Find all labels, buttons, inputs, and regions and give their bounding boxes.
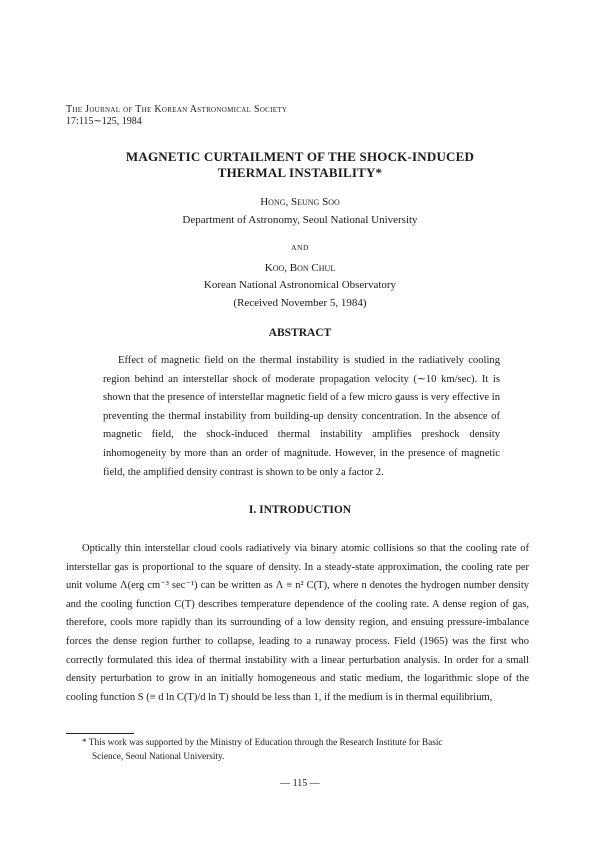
- journal-header: [66, 104, 287, 128]
- received-date: (Received November 5, 1984): [233, 297, 367, 309]
- footnote-line-1: * This work was supported by the Ministry of Education through the Research Institute for Basic: [82, 738, 443, 748]
- intro-heading: I. INTRODUCTION: [248, 504, 352, 516]
- author-2-name: Koo, Bon Chul: [264, 262, 336, 274]
- journal-name: The Journal of The Korean Astronomical Society: [66, 104, 288, 115]
- footnote-rule: [66, 733, 134, 734]
- and-separator: AND: [291, 243, 309, 252]
- abstract-heading: ABSTRACT: [268, 327, 332, 339]
- intro-text: Optically thin interstellar cloud cools radiatively via binary atomic collisions so that the cooling rate of interstellar gas is proportional to the square of density. In a steady-state approximation, the cooling rate per unit volume Λ(erg cm⁻³ sec⁻¹) can be written as Λ ≡ n² C(T), where n denotes the hydrogen number density and the cooling function C(T) describes temperature dependence of the cooling rate. A dense region of gas, therefore, cools more rapidly than its surrounding of a low density region, and ensuing pressure-imbalance forces the dense region further to collapse, leading to a runaway process. Field (1965) was the first who correctly formulated this idea of thermal instability with a linear perturbation analysis. In order for a small density perturbation to grow in an initially homogeneous and static medium, the logarithmic slope of the cooling function S (≡ d ln C(T)/d ln T) should be less than 1, if the medium is in thermal equilibrium,: [66, 543, 529, 703]
- author-2-affiliation: Korean National Astronomical Observatory: [203, 279, 397, 291]
- footnote: [66, 737, 529, 764]
- page-number: — 115 —: [280, 778, 320, 789]
- paper-title: [0, 149, 600, 181]
- abstract-text: Effect of magnetic field on the thermal instability is studied in the radiatively cooling region behind an interstellar shock of moderate propagation velocity (∼10 km/sec). It is shown that the presence of interstellar magnetic field of a few micro gauss is very effective in preventing the thermal instability from building-up density concentration. In the absence of magnetic field, the shock-induced thermal instability amplifies preshock density inhomogeneity by more than an order of magnitude. However, in the presence of magnetic field, the amplified density contrast is shown to be only a factor 2.: [103, 355, 500, 478]
- journal-volume-pages: 17:115∼125, 1984: [66, 116, 142, 127]
- title-line-1: MAGNETIC CURTAILMENT OF THE SHOCK-INDUCED: [125, 149, 475, 164]
- footnote-line-2: Science, Seoul National University.: [92, 751, 225, 762]
- title-line-2: THERMAL INSTABILITY*: [217, 165, 383, 180]
- author-1-affiliation: Department of Astronomy, Seoul National University: [182, 214, 418, 226]
- author-1-name: Hong, Seung Soo: [260, 196, 340, 208]
